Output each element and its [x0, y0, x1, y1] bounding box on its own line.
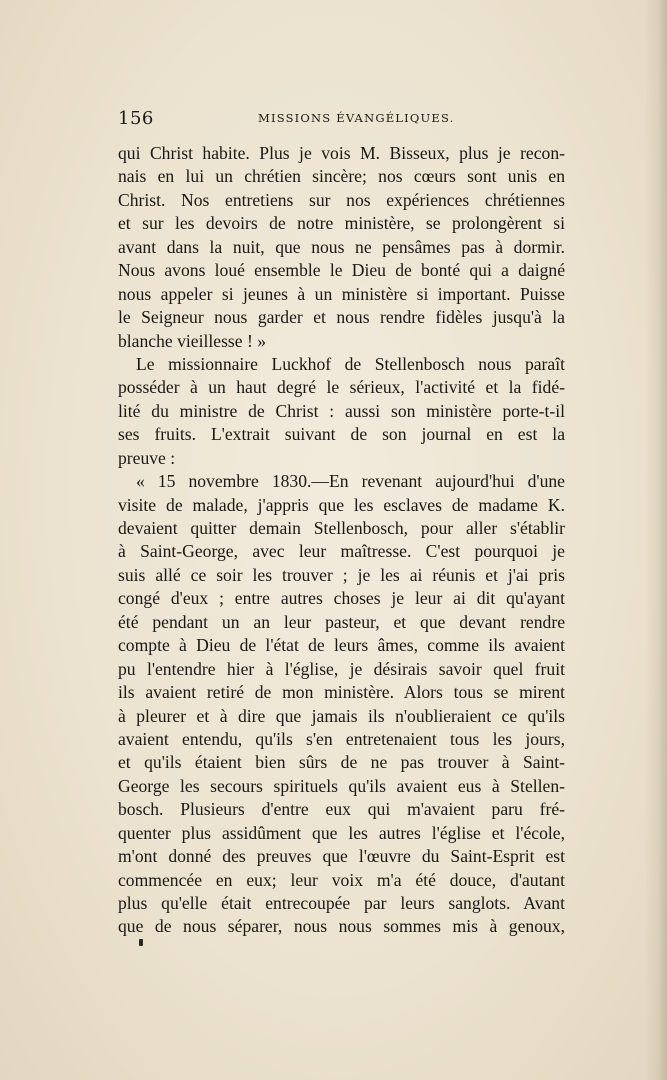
running-head: MISSIONS ÉVANGÉLIQUES. — [258, 111, 455, 125]
text-line: George les secours spirituels qu'ils avaient eus à Stellen- — [118, 775, 565, 796]
page-header — [118, 108, 455, 130]
text-line: ses fruits. L'extrait suivant de son journal en est la — [118, 424, 565, 445]
text-line: quenter plus assidûment que les autres l'église et l'école, — [118, 822, 565, 843]
text-line: preuve : — [118, 447, 176, 468]
page-edge-shadow — [645, 0, 667, 1080]
body-text — [118, 142, 565, 939]
text-line: congé d'eux ; entre autres choses je leur ai dit qu'ayant — [118, 588, 565, 609]
text-line: nais en lui un chrétien sincère; nos cœurs sont unis en — [118, 166, 565, 187]
text-line: bosch. Plusieurs d'entre eux qui m'avaient paru fré- — [118, 799, 565, 820]
text-line: ils avaient retiré de mon ministère. Alors tous se mirent — [118, 682, 565, 703]
text-line: Le missionnaire Luckhof de Stellenbosch nous paraît — [136, 353, 565, 374]
text-line: nous appeler si jeunes à un ministère si important. Puisse — [118, 283, 565, 304]
text-line: compte à Dieu de l'état de leurs âmes, comme ils avaient — [118, 635, 565, 656]
text-line: avaient entendu, qu'ils s'en entretenaient tous les jours, — [118, 728, 565, 749]
text-line: que de nous séparer, nous nous sommes mis à genoux, — [118, 916, 565, 937]
text-line: posséder à un haut degré le sérieux, l'activité et la fidé- — [118, 377, 565, 398]
text-line: devaient quitter demain Stellenbosch, pour aller s'établir — [118, 518, 565, 538]
text-line: suis allé ce soir les trouver ; je les ai réunis et j'ai pris — [118, 564, 565, 585]
text-line: à Saint-George, avec leur maîtresse. C'est pourquoi je — [118, 541, 565, 562]
text-line: Nous avons loué ensemble le Dieu de bonté qui a daigné — [118, 260, 565, 281]
text-line: qui Christ habite. Plus je vois M. Bisseux, plus je recon- — [118, 143, 565, 163]
text-line: le Seigneur nous garder et nous rendre fidèles jusqu'à la — [118, 307, 565, 328]
text-line: commencée en eux; leur voix m'a été douce, d'autant — [118, 869, 565, 890]
text-line: Christ. Nos entretiens sur nos expériences chrétiennes — [118, 189, 565, 210]
text-line: visite de malade, j'appris que les esclaves de madame K. — [118, 494, 565, 515]
text-line: « 15 novembre 1830.—En revenant aujourd'hui d'une — [136, 471, 565, 492]
text-line: lité du ministre de Christ : aussi son ministère porte-t-il — [118, 400, 565, 421]
text-line: blanche vieillesse ! » — [118, 330, 267, 351]
text-line: et qu'ils étaient bien sûrs de ne pas trouver à Saint- — [118, 752, 565, 773]
ink-mark — [139, 939, 143, 946]
text-line: pu l'entendre hier à l'église, je désirais savoir quel fruit — [118, 658, 565, 679]
text-line: et sur les devoirs de notre ministère, se prolongèrent si — [118, 213, 565, 234]
text-line: m'ont donné des preuves que l'œuvre du Saint-Esprit est — [118, 846, 565, 867]
text-line: plus qu'elle était entrecoupée par leurs sanglots. Avant — [118, 893, 565, 913]
text-line: avant dans la nuit, que nous ne pensâmes pas à dormir. — [118, 236, 565, 257]
page-number: 156 — [118, 108, 154, 129]
text-line: à pleurer et à dire que jamais ils n'oublieraient ce qu'ils — [118, 705, 565, 726]
text-line: été pendant un an leur pasteur, et que devant rendre — [118, 611, 565, 632]
